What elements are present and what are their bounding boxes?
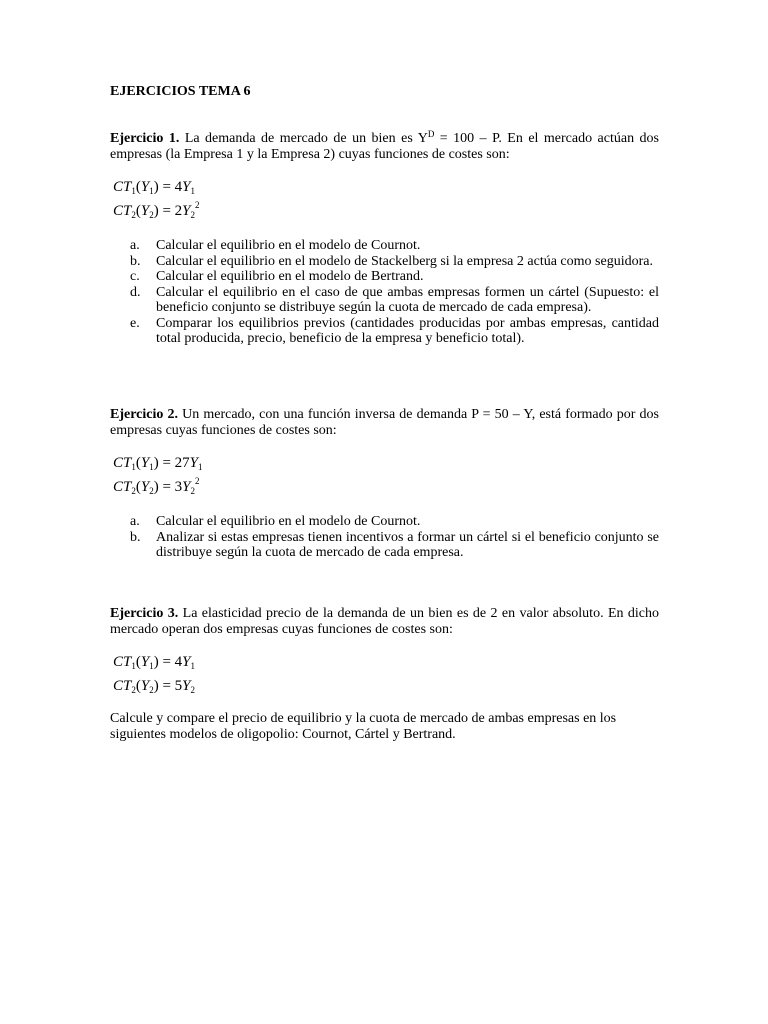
exercise-3-heading: Ejercicio 3. [110,606,179,621]
list-item: d. Calcular el equilibrio en el caso de que ambas empresas formen un cártel (Supuesto: el beneficio conjunto se distribuye según la cuota de mercado de cada empresa). [130,284,659,315]
exercise-2-task-list [130,514,659,561]
exercise-1-statement [110,131,659,163]
exercise-2-statement [110,407,659,439]
exercise-1-task-list [130,238,659,347]
list-item: b. Calcular el equilibrio en el modelo de Stackelberg si la empresa 2 actúa como seguidora. [130,253,653,269]
exercise-2-heading: Ejercicio 2. [110,407,179,422]
exercise-1-heading: Ejercicio 1. [110,131,180,146]
exercise-3-closing [110,711,659,743]
exercise-1-text-b: = 100 – P. En el mercado actúan dos empresas (la Empresa 1 y la Empresa 2) cuyas funciones de costes son: [110,131,659,162]
exercise-1-text-sup: D [427,129,435,139]
exercise-2-text: Un mercado, con una función inversa de demanda P = 50 – Y, está formado por dos empresas cuyas funciones de costes son: [110,407,660,438]
exercise-1-text-a: La demanda de mercado de un bien es Y [179,131,428,146]
exercise-2-cost-function-1: $CT_1(Y_1) = 27Y_1$ [113,455,203,472]
exercise-1-cost-function-2: $CT_2(Y_2) = 2Y_2^2$ [113,200,200,220]
exercise-2-cost-function-2: $CT_2(Y_2) = 3Y_2^2$ [113,476,200,496]
list-item: c. Calcular el equilibrio en el modelo de Bertrand. [130,269,424,284]
list-item: a. Calcular el equilibrio en el modelo de Cournot. [130,514,421,529]
exercise-3-text: La elasticidad precio de la demanda de un bien es de 2 en valor absoluto. En dicho mercado operan dos empresas cuyas funciones de costes son: [110,606,659,637]
exercise-3-cost-function-1: $CT_1(Y_1) = 4Y_1$ [113,654,196,671]
list-item: e. Comparar los equilibrios previos (cantidades producidas por ambas empresas, cantidad total producida, precio, beneficio de la empresa y beneficio total). [130,315,659,346]
exercise-3-cost-function-2: $CT_2(Y_2) = 5Y_2$ [113,678,196,695]
document-title: EJERCICIOS TEMA 6 [110,84,251,99]
exercise-3-closing-text: Calcule y compare el precio de equilibrio y la cuota de mercado de ambas empresas en los siguientes modelos de oligopolio: Cournot, Cártel y Bertrand. [110,711,617,742]
list-item: b. Analizar si estas empresas tienen incentivos a formar un cártel si el beneficio conjunto se distribuye según la cuota de mercado de cada empresa. [130,529,659,560]
exercise-3-statement [110,606,659,638]
exercise-1-cost-function-1: $CT_1(Y_1) = 4Y_1$ [113,179,196,196]
list-item: a. Calcular el equilibrio en el modelo de Cournot. [130,238,421,253]
